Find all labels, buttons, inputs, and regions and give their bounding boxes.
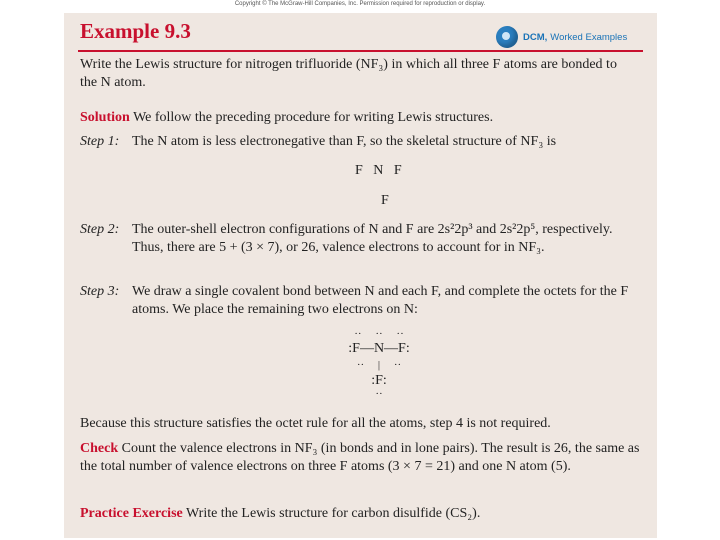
problem-statement: Write the Lewis structure for nitrogen trifluoride (NF₃) in which all three F atoms are bonded to the N atom.: [80, 57, 617, 90]
practice-label: Practice Exercise: [80, 506, 183, 521]
skeletal-structure-row1: F N F: [355, 163, 402, 178]
step-3-text: We draw a single covalent bond between N and each F, and complete the octets for the F atoms. We place the remaining two electrons on N:: [132, 284, 629, 317]
lewis-under-dots: ·· | ··: [356, 359, 402, 371]
cd-disc-icon: [496, 26, 518, 48]
conclusion-text: Because this structure satisfies the octet rule for all the atoms, step 4 is not required.: [80, 416, 551, 431]
lewis-bottom-f: :F:: [371, 373, 387, 388]
solution-text: We follow the preceding procedure for writing Lewis structures.: [133, 110, 494, 125]
title-divider: [78, 50, 643, 52]
solution-label: Solution: [80, 110, 130, 125]
step-3: [80, 283, 640, 319]
dcm-text: Worked Examples: [550, 31, 628, 43]
check-label: Check: [80, 441, 119, 456]
lewis-top-dots: ·· ·· ··: [354, 328, 404, 340]
check-section: [80, 440, 640, 476]
dcm-worked-examples-link[interactable]: [496, 26, 627, 48]
step-3-label: Step 3:: [80, 284, 120, 299]
lewis-bottom-dots: ··: [375, 388, 383, 400]
example-panel: [64, 13, 657, 538]
step-1-label: Step 1:: [80, 134, 120, 149]
solution-line: [80, 109, 640, 127]
practice-exercise: [80, 505, 640, 523]
step-1: [80, 133, 640, 151]
step-1-text: The N atom is less electronegative than F, so the skeletal structure of NF₃ is: [132, 134, 557, 149]
skeletal-structure-row2: F: [381, 193, 389, 208]
dcm-label: DCM,: [523, 31, 548, 43]
step-2-text: The outer-shell electron configurations of N and F are 2s²2p³ and 2s²2p⁵, respectively. Thus, there are 5 + (3 × 7), or 26, valence electrons to account for in NF₃.: [132, 222, 613, 255]
check-text: Count the valence electrons in NF₃ (in bonds and in lone pairs). The result is 26, the same as the total number of valence electrons on three F atoms (3 × 7 = 21) and one N atom (5).: [80, 441, 640, 474]
lewis-main-row: :F—N—F:: [348, 341, 410, 356]
step-2-label: Step 2:: [80, 222, 120, 237]
practice-text: Write the Lewis structure for carbon disulfide (CS₂).: [186, 506, 481, 521]
copyright-notice: Copyright © The McGraw-Hill Companies, Inc. Permission required for reproduction or display.: [234, 1, 486, 7]
example-title: Example 9.3: [80, 19, 191, 43]
step-2: [80, 221, 640, 257]
